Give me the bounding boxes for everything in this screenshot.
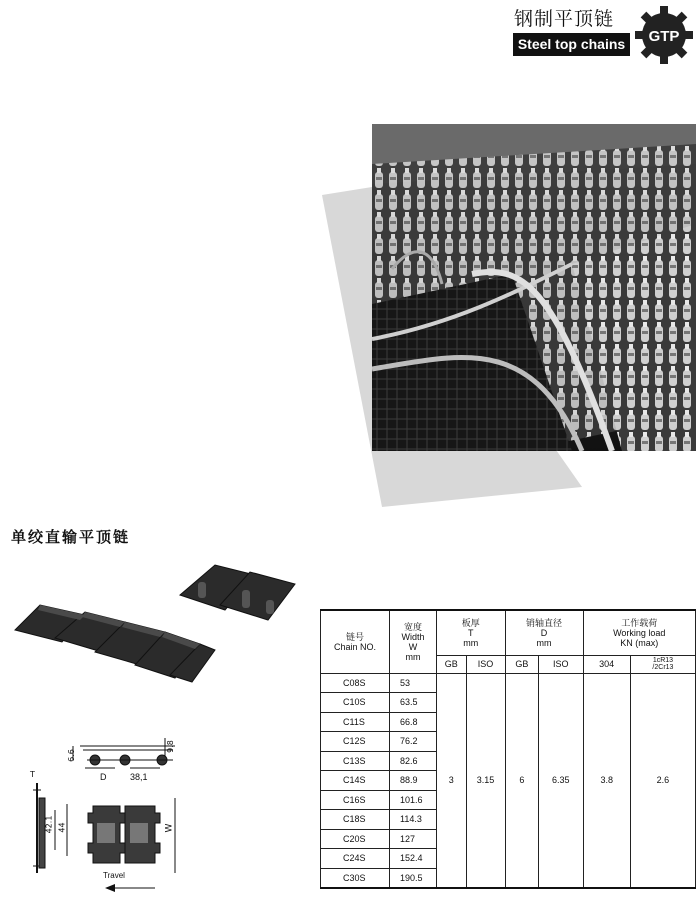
width-cell: 127 [390, 829, 437, 849]
d-iso-cell: 6.35 [539, 673, 583, 888]
width-cell: 114.3 [390, 810, 437, 830]
width-cell: 53 [390, 673, 437, 693]
steel-top-chain-illustration [10, 560, 310, 710]
dim-label-44: 44 [57, 822, 67, 833]
d-gb-cell: 6 [505, 673, 539, 888]
gtp-gear-logo [633, 4, 695, 66]
section-title: 单绞直输平顶链 [11, 528, 131, 546]
width-cell: 190.5 [390, 868, 437, 888]
width-cell: 101.6 [390, 790, 437, 810]
table-row [321, 673, 696, 693]
chain-no-cell: C30S [321, 868, 390, 888]
width-cell: 152.4 [390, 849, 437, 869]
width-cell: 76.2 [390, 732, 437, 752]
load-cr13-cell: 2.6 [630, 673, 695, 888]
dim-label-6-6: 6.6 [66, 749, 76, 762]
chain-no-cell: C12S [321, 732, 390, 752]
width-cell: 66.8 [390, 712, 437, 732]
header-width: 宽度 Width W mm [390, 610, 437, 673]
header-plate-thickness: 板厚 T mm [437, 610, 506, 655]
header-chain-no: 链号 Chain NO. [321, 610, 390, 673]
chain-no-cell: C14S [321, 771, 390, 791]
chain-no-cell: C13S [321, 751, 390, 771]
width-cell: 63.5 [390, 693, 437, 713]
dim-label-38-1: 38,1 [130, 772, 148, 782]
chain-no-cell: C11S [321, 712, 390, 732]
catalog-title-english: Steel top chains [513, 33, 630, 56]
dim-label-d: D [100, 772, 107, 782]
width-cell: 82.6 [390, 751, 437, 771]
svg-text:GTP: GTP [648, 28, 680, 45]
header-load-304: 304 [583, 655, 630, 673]
chain-spec-table [320, 609, 696, 889]
dim-label-42-1: 42.1 [44, 815, 54, 834]
chain-no-cell: C10S [321, 693, 390, 713]
header-d-iso: ISO [539, 655, 583, 673]
header-t-iso: ISO [466, 655, 505, 673]
chain-no-cell: C08S [321, 673, 390, 693]
t-gb-cell: 3 [437, 673, 467, 888]
travel-direction-label: Travel [103, 871, 125, 880]
width-cell: 88.9 [390, 771, 437, 791]
chain-no-cell: C20S [321, 829, 390, 849]
dim-label-t: T [30, 770, 35, 779]
header-t-gb: GB [437, 655, 467, 673]
dim-label-w: W [164, 823, 175, 833]
dim-label-9-8: 9.8 [165, 740, 175, 753]
conveyor-bottles-photo [372, 124, 696, 451]
header-d-gb: GB [505, 655, 539, 673]
header-pin-diameter: 销轴直径 D mm [505, 610, 583, 655]
load-304-cell: 3.8 [583, 673, 630, 888]
catalog-title-chinese: 钢制平顶链 [514, 8, 615, 30]
chain-no-cell: C24S [321, 849, 390, 869]
header-working-load: 工作载荷 Working load KN (max) [583, 610, 695, 655]
header-load-cr13: 1cR13 /2Cr13 [630, 655, 695, 673]
t-iso-cell: 3.15 [466, 673, 505, 888]
chain-no-cell: C16S [321, 790, 390, 810]
chain-no-cell: C18S [321, 810, 390, 830]
